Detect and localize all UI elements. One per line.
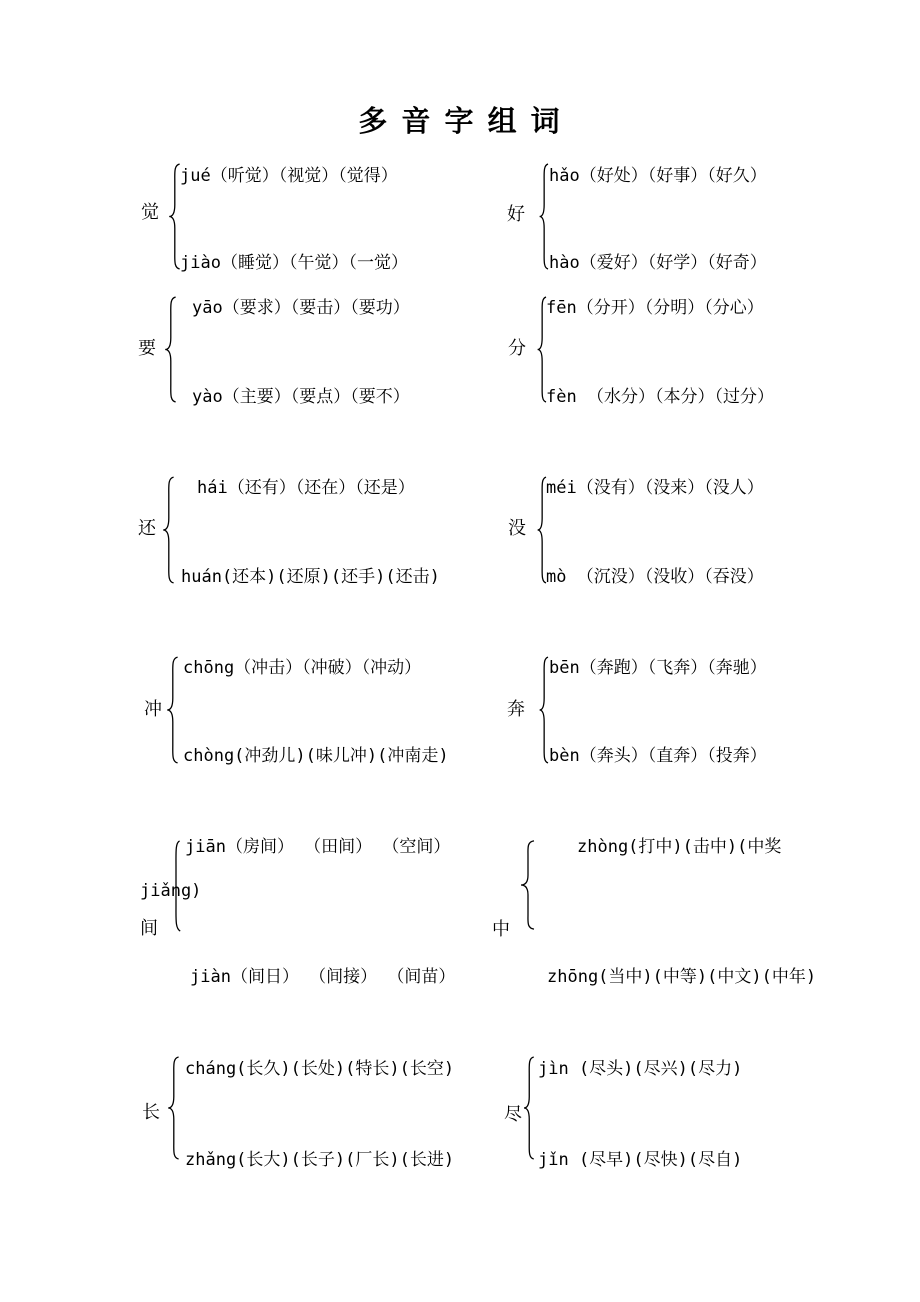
hanzi-label: 还 [138,518,156,539]
curly-brace-icon [517,840,537,930]
pinyin-line-top: yāo（要求）（要击）（要功） [192,298,410,318]
pinyin-line-top: cháng(长久)(长处)(特长)(长空) [185,1059,455,1079]
hanzi-label: 奔 [507,699,525,720]
pinyin-line-bottom: zhōng(当中)(中等)(中文)(中年) [547,967,817,987]
pinyin-line-top: chōng（冲击）（冲破）（冲动） [183,658,422,678]
pinyin-line-top: zhòng(打中)(击中)(中奖 [577,837,782,857]
pinyin-line-bottom: fèn （水分）（本分）（过分） [546,387,774,407]
hanzi-label: 没 [508,518,526,539]
curly-brace-icon [165,1056,181,1160]
hanzi-label: 间 [140,918,158,939]
curly-brace-icon [162,296,178,403]
pinyin-line-top: fēn（分开）（分明）（分心） [546,298,764,318]
pinyin-line-bottom: jiào（睡觉）（午觉）（一觉） [180,253,408,273]
pinyin-line-bottom: huán(还本)(还原)(还手)(还击) [181,567,440,587]
stray-text: jiǎng) [140,881,202,901]
pinyin-line-bottom: bèn（奔头）（直奔）（投奔） [549,746,767,766]
hanzi-label: 好 [507,204,525,225]
pinyin-line-top: hǎo（好处）（好事）（好久） [549,166,767,186]
hanzi-label: 觉 [141,202,159,223]
pinyin-line-bottom: chòng(冲劲儿)(味儿冲)(冲南走) [183,746,449,766]
curly-brace-icon [521,1056,536,1160]
pinyin-line-bottom: yào（主要）（要点）（要不） [192,387,410,407]
pinyin-line-top: hái（还有）（还在）（还是） [197,478,415,498]
pinyin-line-bottom: hào（爱好）（好学）（好奇） [549,253,767,273]
hanzi-label: 长 [142,1102,160,1123]
pinyin-line-top: jiān（房间） （田间） （空间） [185,837,451,857]
hanzi-label: 中 [492,919,510,940]
pinyin-line-top: bēn（奔跑）（飞奔）（奔驰） [549,658,767,678]
curly-brace-icon [160,476,176,584]
pinyin-line-top: méi（没有）（没来）（没人） [546,478,764,498]
pinyin-line-bottom: mò （沉没）（没收）（吞没） [546,567,764,587]
pinyin-line-bottom: jǐn (尽早)(尽快)(尽自) [538,1150,743,1170]
hanzi-label: 冲 [144,699,162,720]
hanzi-label: 要 [138,338,156,359]
pinyin-line-bottom: jiàn（间日） （间接） （间苗） [190,967,456,987]
curly-brace-icon [164,656,180,764]
pinyin-line-bottom: zhǎng(长大)(长子)(厂长)(长进) [185,1150,455,1170]
hanzi-label: 分 [508,338,526,359]
pinyin-line-top: jìn (尽头)(尽兴)(尽力) [538,1059,743,1079]
hanzi-label: 尽 [504,1104,522,1125]
pinyin-line-top: jué（听觉）（视觉）（觉得） [180,166,398,186]
page-title: 多 音 字 组 词 [358,104,562,138]
